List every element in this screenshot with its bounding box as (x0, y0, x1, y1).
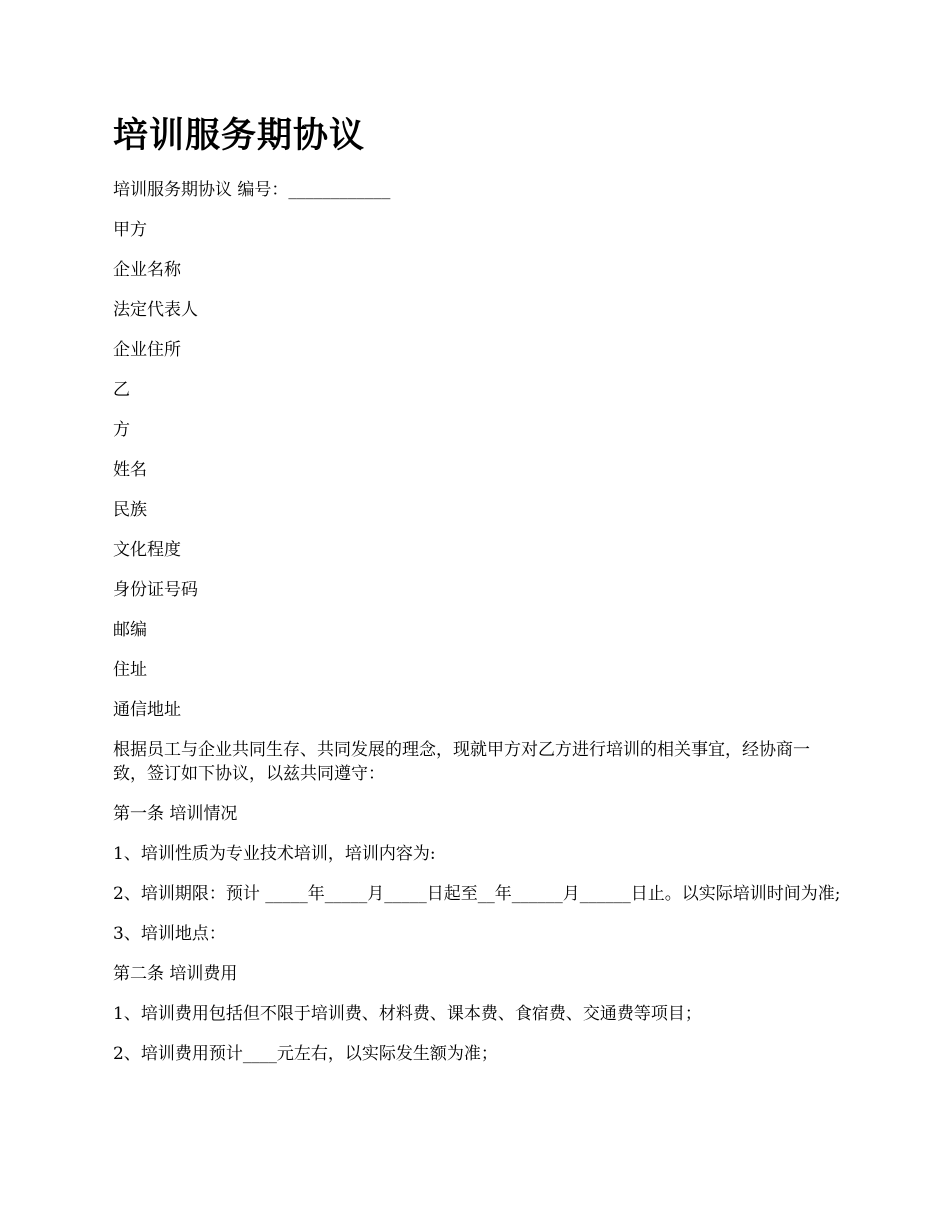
article-2-item-1: 1、培训费用包括但不限于培训费、材料费、课本费、食宿费、交通费等项目； (113, 1004, 702, 1024)
agreement-number-line: 培训服务期协议 编号：____________ (113, 180, 391, 200)
article-1-heading: 第一条 培训情况 (113, 804, 238, 824)
mailing-address-label: 通信地址 (113, 700, 181, 720)
postal-code-label: 邮编 (113, 620, 147, 640)
document-body (113, 178, 843, 1082)
article-1-item-3: 3、培训地点： (113, 924, 226, 944)
company-address-label: 企业住所 (113, 340, 181, 360)
company-name-label: 企业名称 (113, 260, 181, 280)
article-1-item-2: 2、培训期限：预计 _____年_____月_____日起至__年______月______日止。以实际培训时间为准; (113, 884, 841, 904)
name-label: 姓名 (113, 460, 147, 480)
id-number-label: 身份证号码 (113, 580, 198, 600)
party-a-heading: 甲方 (113, 220, 147, 240)
residence-label: 住址 (113, 660, 147, 680)
party-b-heading-part2: 方 (113, 420, 130, 440)
document-title: 培训服务期协议 (113, 115, 366, 156)
article-1-item-1: 1、培训性质为专业技术培训，培训内容为: (113, 844, 436, 864)
education-label: 文化程度 (113, 540, 181, 560)
article-2-item-2: 2、培训费用预计____元左右，以实际发生额为准； (113, 1044, 498, 1064)
article-2-heading: 第二条 培训费用 (113, 964, 238, 984)
preamble-paragraph: 根据员工与企业共同生存、共同发展的理念，现就甲方对乙方进行培训的相关事宜，经协商一致，签订如下协议，以兹共同遵守： (113, 740, 810, 784)
ethnicity-label: 民族 (113, 500, 147, 520)
legal-representative-label: 法定代表人 (113, 300, 198, 320)
party-b-heading-part1: 乙 (113, 380, 130, 400)
